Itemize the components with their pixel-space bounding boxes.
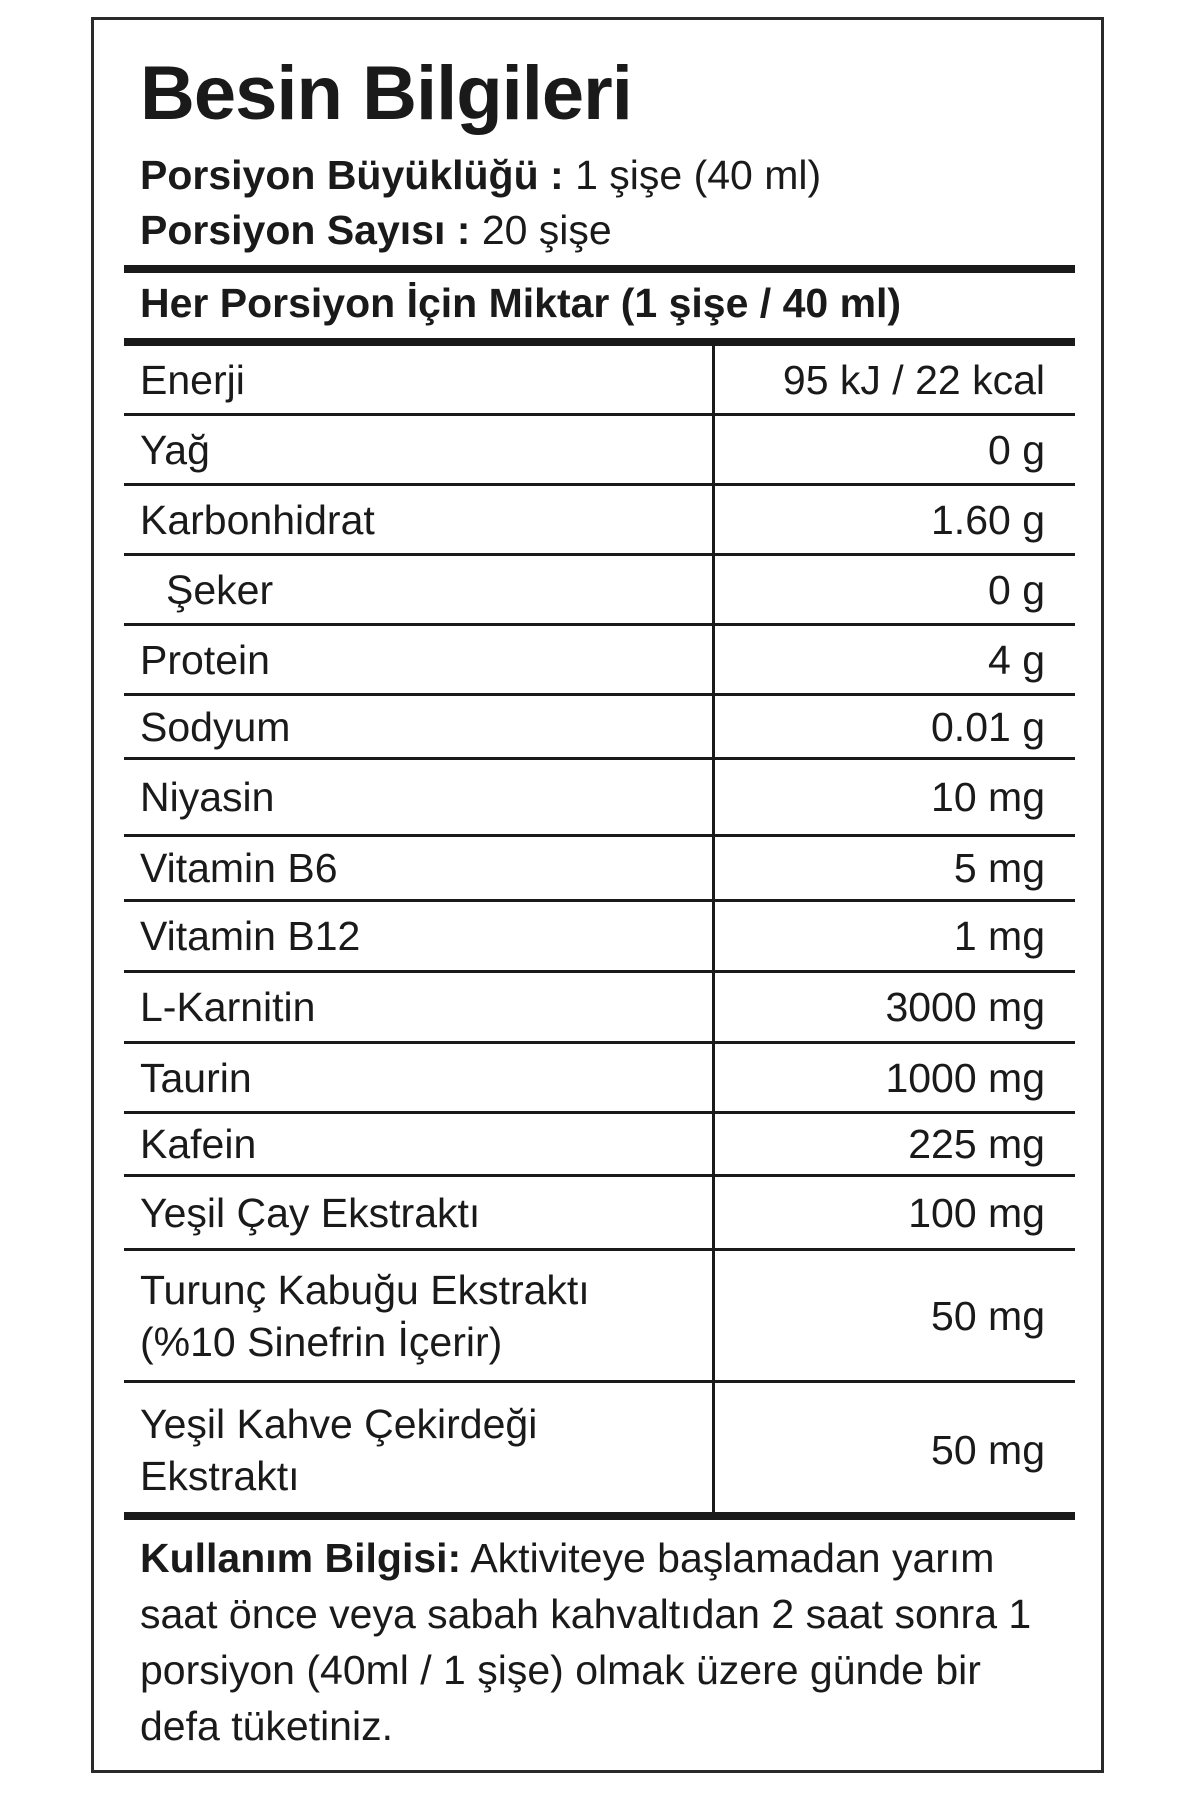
nutrient-row-vitamin-b6 [124,837,1075,902]
usage-label: Kullanım Bilgisi: [140,1535,462,1581]
nutrient-row-green-coffee-extract [124,1383,1075,1517]
nutrient-value: 50 mg [931,1292,1045,1339]
usage-text: Aktiviteye başlamadan yarım saat önce veya sabah kahvaltıdan 2 saat sonra 1 porsiyon (40ml / 1 şişe) olmak üzere günde bir defa tüketiniz. [140,1535,1032,1749]
nutrient-row-l-carnitine [124,973,1075,1044]
nutrient-name: Kafein [140,1121,257,1167]
header-thick-rule [124,338,1075,346]
bottom-thick-rule [124,1512,1075,1520]
nutrient-name: Enerji [140,356,245,403]
nutrient-name: Protein [140,636,270,683]
nutrient-name: Vitamin B6 [140,845,338,891]
nutrient-row-energy [124,346,1075,416]
serving-count-value: 20 şişe [481,207,612,253]
nutrient-row-bitter-orange-extract [124,1251,1075,1383]
nutrient-name: L-Karnitin [140,984,316,1030]
nutrient-row-sugar [124,556,1075,626]
nutrient-row-fat [124,416,1075,486]
nutrient-name: Taurin [140,1054,252,1101]
nutrient-table [124,346,1075,1517]
nutrient-name: Yeşil Kahve Çekirdeği Ekstraktı [140,1401,538,1499]
nutrient-value: 100 mg [908,1189,1045,1236]
top-thick-rule [124,265,1075,273]
nutrient-name: Yeşil Çay Ekstraktı [140,1189,481,1236]
nutrient-value: 1 mg [953,913,1045,959]
nutrient-value: 0 g [988,566,1045,613]
nutrient-value: 225 mg [908,1121,1045,1167]
nutrient-name: Şeker [166,566,274,613]
nutrient-name: Niyasin [140,774,275,820]
nutrient-row-taurine [124,1044,1075,1114]
nutrient-value: 0.01 g [931,703,1045,750]
nutrient-row-green-tea-extract [124,1177,1075,1251]
serving-size-value: 1 şişe (40 ml) [575,152,822,198]
serving-count [140,205,612,255]
nutrient-name: Turunç Kabuğu Ekstraktı (%10 Sinefrin İçerir) [140,1266,590,1365]
nutrient-value: 50 mg [931,1427,1045,1473]
nutrient-name: Vitamin B12 [140,913,361,959]
nutrient-name: Yağ [140,426,210,473]
nutrient-value: 10 mg [931,774,1045,820]
nutrient-value: 5 mg [953,845,1045,891]
nutrient-row-vitamin-b12 [124,902,1075,973]
nutrient-name: Sodyum [140,703,291,750]
serving-size [140,150,821,200]
nutrient-row-sodium [124,696,1075,760]
nutrient-name: Karbonhidrat [140,496,375,543]
nutrient-value: 4 g [988,636,1045,683]
nutrient-row-carbohydrate [124,486,1075,556]
nutrient-value: 3000 mg [885,984,1045,1030]
label-title: Besin Bilgileri [140,51,632,136]
nutrient-value: 1000 mg [885,1054,1045,1101]
nutrient-row-protein [124,626,1075,696]
usage-info [140,1530,1060,1754]
amount-per-serving-header: Her Porsiyon İçin Miktar (1 şişe / 40 ml) [140,280,902,326]
serving-count-label: Porsiyon Sayısı : [140,207,471,253]
nutrient-value: 0 g [988,426,1045,473]
nutrient-value: 95 kJ / 22 kcal [782,356,1045,403]
nutrient-row-caffeine [124,1114,1075,1177]
nutrient-row-niacin [124,760,1075,837]
serving-size-label: Porsiyon Büyüklüğü : [140,152,564,198]
nutrient-value: 1.60 g [931,496,1045,543]
